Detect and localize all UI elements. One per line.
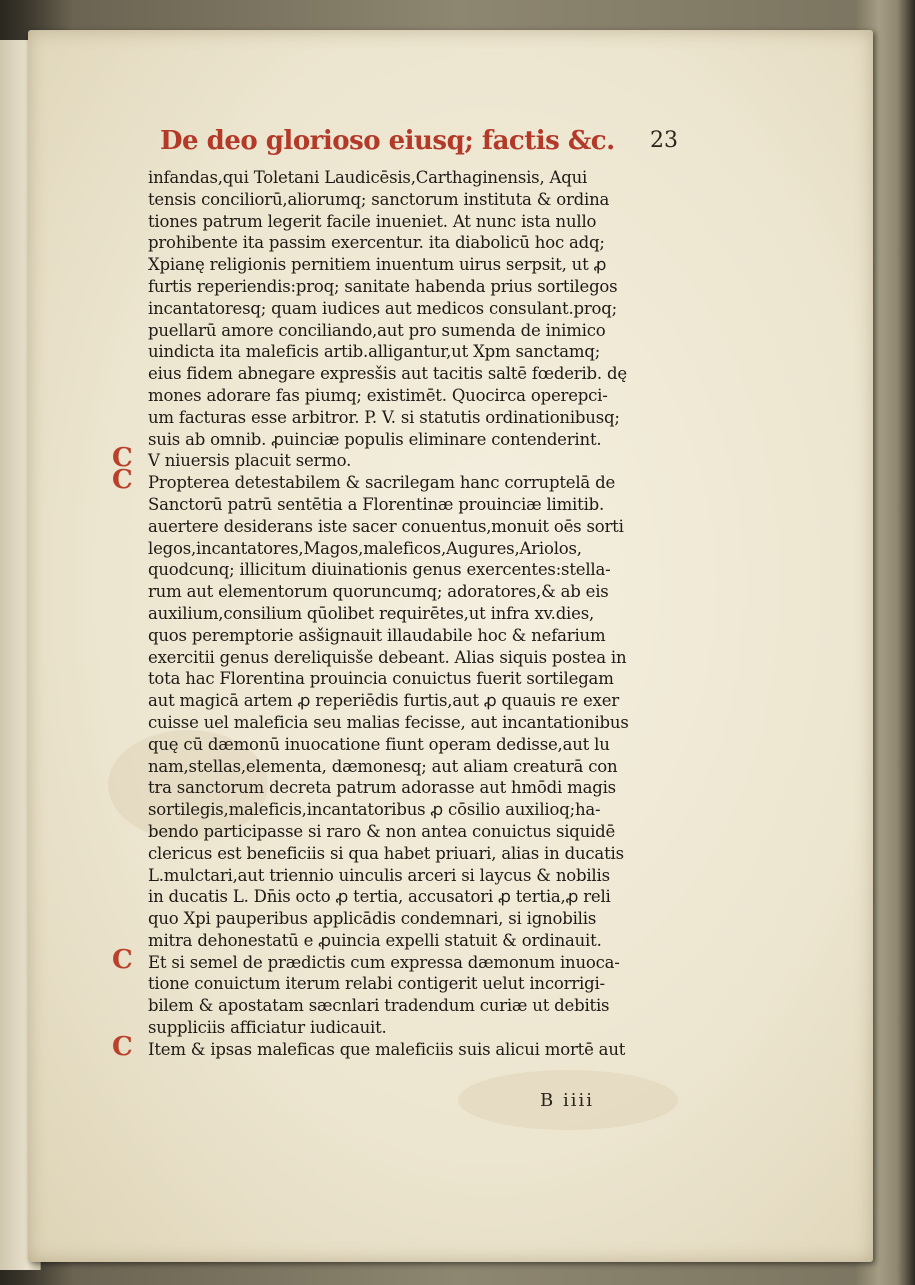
rubric-paragraph-mark: C: [112, 443, 133, 474]
line-text: mitra dehonestatū e ꝓuincia expelli statuit & ordinauit.: [148, 930, 602, 950]
line-text: tra sanctorum decreta patrum adorasse aut hmōdi magis: [148, 778, 616, 798]
line-text: suis ab omnib. ꝓuinciæ populis eliminare contenderint.: [148, 429, 602, 449]
line-text: aut magicā artem ꝓ reperiēdis furtis,aut ꝓ quauis re exer: [148, 691, 619, 711]
text-line: [148, 821, 684, 843]
text-line: [112, 465, 684, 496]
rubric-paragraph-mark: C: [112, 465, 133, 496]
text-line: [148, 865, 684, 887]
line-text: clericus est beneficiis si qua habet priuari, alias in ducatis: [148, 843, 624, 863]
running-head: De deo glorioso eiusq; factis &c.: [160, 126, 615, 156]
line-text: tota hac Florentina prouincia conuictus fuerit sortilegam: [148, 669, 614, 689]
text-line: [148, 799, 684, 821]
line-text: mones adorare fas piumq; existimēt. Quocirca operepci-: [148, 385, 608, 405]
text-line: [148, 886, 684, 908]
signature-mark: B iiii: [540, 1090, 594, 1111]
line-text: V niuersis placuit sermo.: [148, 451, 352, 471]
line-text: quodcunq; illicitum diuinationis genus exercentes:stella-: [148, 560, 611, 580]
text-line: [148, 363, 684, 385]
text-line: [112, 1031, 684, 1062]
text-line: [148, 690, 684, 712]
line-text: auertere desiderans iste sacer conuentus,monuit oēs sorti: [148, 516, 624, 536]
text-line: [148, 756, 684, 778]
line-text: bendo participasse si raro & non antea conuictus siquidē: [148, 821, 616, 841]
line-text: sortilegis,maleficis,incantatoribus ꝓ cōsilio auxilioq;ha-: [148, 800, 601, 820]
line-text: tensis conciliorū,aliorumq; sanctorum instituta & ordina: [148, 189, 610, 209]
line-text: nam,stellas,elementa, dæmonesq; aut aliam creaturā con: [148, 756, 618, 776]
line-text: infandas,qui Toletani Laudicēsis,Carthaginensis, Aqui: [148, 168, 588, 187]
line-text: Propterea detestabilem & sacrilegam hanc corruptelā de: [148, 473, 616, 493]
text-line: [148, 189, 684, 211]
text-line: [148, 211, 684, 233]
line-text: auxilium,consilium qūolibet requirētes,ut infra xv.dies,: [148, 603, 595, 623]
line-text: um facturas esse arbitror. P. V. si statutis ordinationibusq;: [148, 407, 620, 427]
text-line: [148, 1017, 684, 1039]
page-header: [160, 126, 690, 166]
line-text: tiones patrum legerit facile inueniet. At nunc ista nullo: [148, 211, 597, 231]
text-line: [148, 276, 684, 298]
text-line: [148, 559, 684, 581]
text-line: [148, 407, 684, 429]
line-text: furtis reperiendis:proq; sanitate habenda prius sortilegos: [148, 276, 618, 296]
text-line: [148, 581, 684, 603]
line-text: eius fidem abnegare expresšis aut tacitis saltē fœderib. dę: [148, 364, 627, 384]
rubric-paragraph-mark: C: [112, 944, 133, 975]
line-text: Et si semel de prædictis cum expressa dæmonum inuoca-: [148, 952, 620, 972]
line-text: Sanctorū patrū sentētia a Florentinæ prouinciæ limitib.: [148, 494, 605, 514]
line-text: puellarū amore conciliando,aut pro sumenda de inimico: [148, 320, 606, 340]
text-line: [148, 538, 684, 560]
line-text: quę cū dæmonū inuocatione fiunt operam dedisse,aut lu: [148, 734, 610, 754]
text-line: [112, 944, 684, 975]
line-text: bilem & apostatam sæcnlari tradendum curiæ ut debitis: [148, 996, 610, 1016]
line-text: uindicta ita maleficis artib.alligantur,ut Xpm sanctamq;: [148, 342, 601, 362]
line-text: prohibente ita passim exercentur. ita diabolicū hoc adq;: [148, 233, 605, 253]
text-line: [148, 254, 684, 276]
text-line: [112, 443, 684, 474]
line-text: tione conuictum iterum relabi contigerit uelut incorrigi-: [148, 974, 605, 994]
text-line: [148, 341, 684, 363]
text-line: [148, 777, 684, 799]
line-text: L.mulctari,aut triennio uinculis arceri si laycus & nobilis: [148, 865, 610, 885]
line-text: Xpianę religionis pernitiem inuentum uirus serpsit, ut ꝓ: [148, 255, 607, 275]
text-line: [148, 429, 684, 451]
text-line: [148, 494, 684, 516]
text-line: [148, 668, 684, 690]
line-text: quo Xpi pauperibus applicādis condemnari, si ignobilis: [148, 909, 597, 929]
text-line: [148, 908, 684, 930]
rubric-paragraph-mark: C: [112, 1031, 133, 1062]
text-line: [148, 167, 684, 189]
text-line: [148, 930, 684, 952]
text-block: [112, 167, 684, 1062]
text-line: [148, 320, 684, 342]
line-text: legos,incantatores,Magos,maleficos,Augures,Ariolos,: [148, 538, 582, 558]
line-text: cuisse uel maleficia seu malias fecisse, aut incantationibus: [148, 712, 629, 732]
text-line: [148, 843, 684, 865]
line-text: incantatoresq; quam iudices aut medicos consulant.proq;: [148, 298, 617, 318]
text-line: [148, 647, 684, 669]
text-line: [148, 995, 684, 1017]
line-text: Item & ipsas maleficas que maleficiis suis alicui mortē aut: [148, 1039, 626, 1059]
line-text: suppliciis afficiatur iudicauit.: [148, 1018, 387, 1038]
line-text: rum aut elementorum quoruncumq; adoratores,& ab eis: [148, 582, 609, 602]
text-line: [148, 625, 684, 647]
text-line: [148, 232, 684, 254]
text-line: [148, 516, 684, 538]
text-line: [148, 385, 684, 407]
text-line: [148, 734, 684, 756]
text-line: [148, 973, 684, 995]
line-text: quos peremptorie asšignauit illaudabile hoc & nefarium: [148, 625, 606, 645]
folio-number: 23: [650, 128, 678, 153]
line-text: in ducatis L. Dn̄is octo ꝓ tertia, accusatori ꝓ tertia,ꝓ reli: [148, 887, 611, 907]
text-line: [148, 298, 684, 320]
text-line: [148, 603, 684, 625]
line-text: exercitii genus dereliquisše debeant. Alias siquis postea in: [148, 647, 627, 667]
text-line: [148, 712, 684, 734]
